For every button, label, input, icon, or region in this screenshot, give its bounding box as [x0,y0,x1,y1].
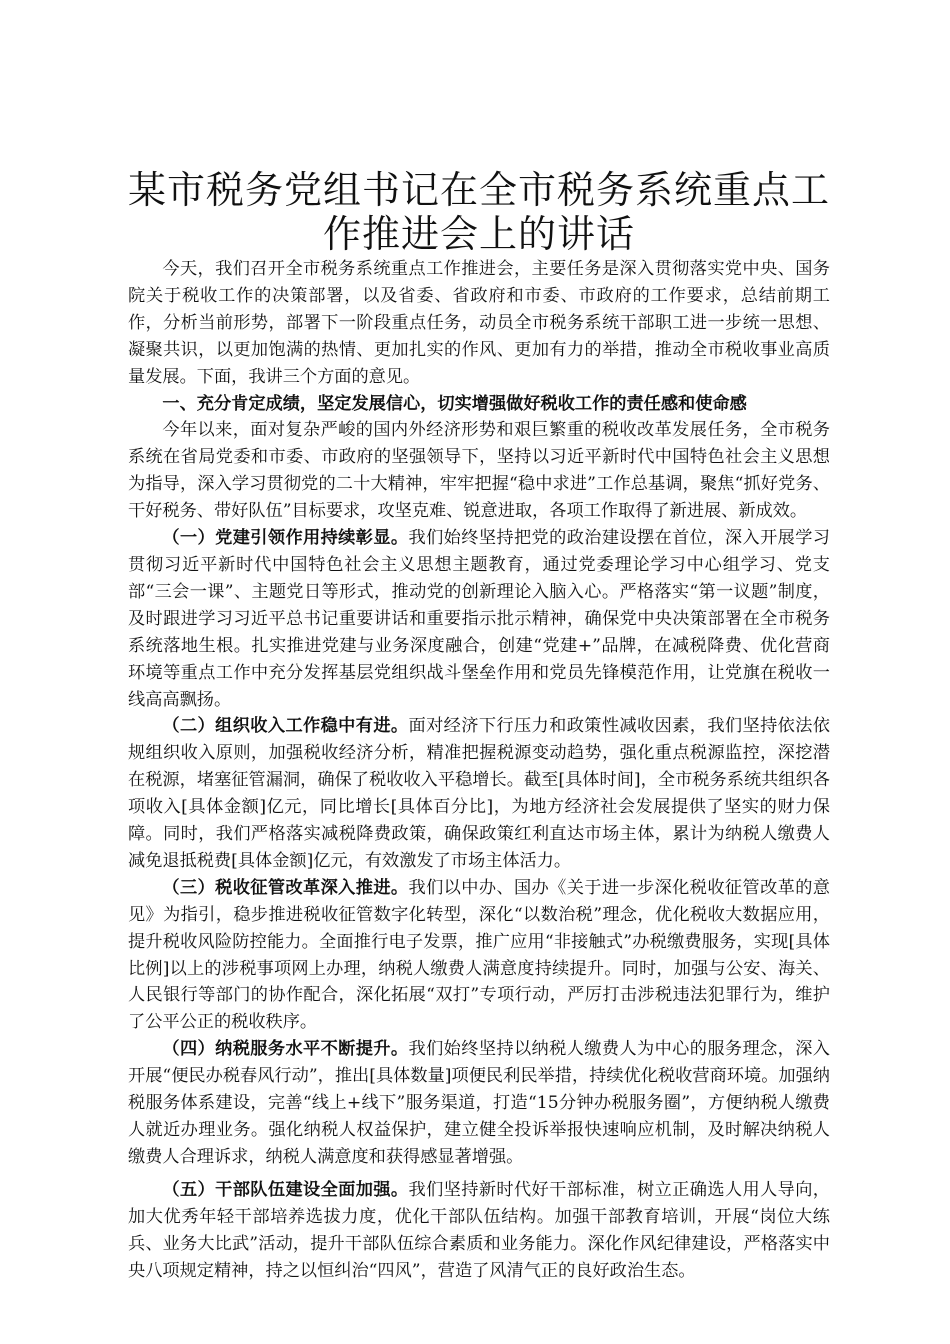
subsection-4-heading: （四）纳税服务水平不断提升。 [162,1039,409,1060]
subsection-5-text: 我们坚持新时代好干部标准，树立正确选人用人导向，加大优秀年轻干部培养选拔力度，优化干部队伍结构。加强干部教育培训，开展“岗位大练兵、业务大比武”活动，提升干部队伍综合素质和业务能力。深化作风纪律建设，严格落实中央八项规定精神，持之以恒纠治“四风”，营造了风清气正的良好政治生态。 [128,1179,830,1281]
subsection-5-heading: （五）干部队伍建设全面加强。 [162,1179,409,1200]
subsection-3-text: 我们以中办、国办《关于进一步深化税收征管改革的意见》为指引，稳步推进税收征管数字化转型，深化“以数治税”理念，优化税收大数据应用，提升税收风险防控能力。全面推行电子发票，推广应用“非接触式”办税缴费服务，实现[具体比例]以上的涉税事项网上办理，纳税人缴费人满意度持续提升。同时，加强与公安、海关、人民银行等部门的协作配合，深化拓展“双打”专项行动，严厉打击涉税违法犯罪行为，维护了公平公正的税收秩序。 [128,877,830,1033]
subsection-2-text: 面对经济下行压力和政策性减收因素，我们坚持依法依规组织收入原则，加强税收经济分析，精准把握税源变动趋势，强化重点税源监控，深挖潜在税源，堵塞征管漏洞，确保了税收收入平稳增长。截至[具体时间]，全市税务系统共组织各项收入[具体金额]亿元，同比增长[具体百分比]，为地方经济社会发展提供了坚实的财力保障。同时，我们严格落实减税降费政策，确保政策红利直达市场主体，累计为纳税人缴费人减免退抵税费[具体金额]亿元，有效激发了市场主体活力。 [128,716,830,871]
subsection-4-paragraph [128,1036,830,1171]
subsection-5-paragraph [128,1177,830,1285]
section-1-intro-paragraph: 今年以来，面对复杂严峻的国内外经济形势和艰巨繁重的税收改革发展任务，全市税务系统在省局党委和市委、市政府的坚强领导下，坚持以习近平新时代中国特色社会主义思想为指导，深入学习贯彻党的二十大精神，牢牢把握“稳中求进”工作总基调，聚焦“抓好党务、干好税务、带好队伍”目标要求，攻坚克难、锐意进取，各项工作取得了新进展、新成效。 [128,420,830,522]
section-heading-1: 一、充分肯定成绩，坚定发展信心，切实增强做好税收工作的责任感和使命感 [162,393,747,414]
subsection-1-paragraph [128,525,830,713]
subsection-4-text: 我们始终坚持以纳税人缴费人为中心的服务理念，深入开展“便民办税春风行动”，推出[具体数量]项便民利民举措，持续优化税收营商环境。加强纳税服务体系建设，完善“线上+线下”服务渠道，打造“15分钟办税服务圈”，方便纳税人缴费人就近办理业务。强化纳税人权益保护，建立健全投诉举报快速响应机制，及时解决纳税人缴费人合理诉求，纳税人满意度和获得感显著增强。 [128,1039,830,1167]
document-title: 某市税务党组书记在全市税务系统重点工作推进会上的讲话 [128,168,831,256]
intro-paragraph: 今天，我们召开全市税务系统重点工作推进会，主要任务是深入贯彻落实党中央、国务院关于税收工作的决策部署，以及省委、省政府和市委、市政府的工作要求，总结前期工作，分析当前形势，部署下一阶段重点任务，动员全市税务系统干部职工进一步统一思想、凝聚共识，以更加饱满的热情、更加扎实的作风、更加有力的举措，推动全市税收事业高质量发展。下面，我讲三个方面的意见。 [128,259,830,387]
subsection-3-paragraph [128,875,830,1036]
subsection-3-heading: （三）税收征管改革深入推进。 [162,877,409,898]
document-page [128,168,830,1284]
subsection-1-text: 我们始终坚持把党的政治建设摆在首位，深入开展学习贯彻习近平新时代中国特色社会主义思想主题教育，通过党委理论学习中心组学习、党支部“三会一课”、主题党日等形式，推动党的创新理论入脑入心。严格落实“第一议题”制度，及时跟进学习习近平总书记重要讲话和重要指示批示精神，确保党中央决策部署在全市税务系统落地生根。扎实推进党建与业务深度融合，创建“党建+”品牌，在减税降费、优化营商环境等重点工作中充分发挥基层党组织战斗堡垒作用和党员先锋模范作用，让党旗在税收一线高高飘扬。 [128,528,830,710]
subsection-2-heading: （二）组织收入工作稳中有进。 [162,716,409,737]
subsection-1-heading: （一）党建引领作用持续彰显。 [162,528,409,549]
subsection-2-paragraph [128,713,830,874]
